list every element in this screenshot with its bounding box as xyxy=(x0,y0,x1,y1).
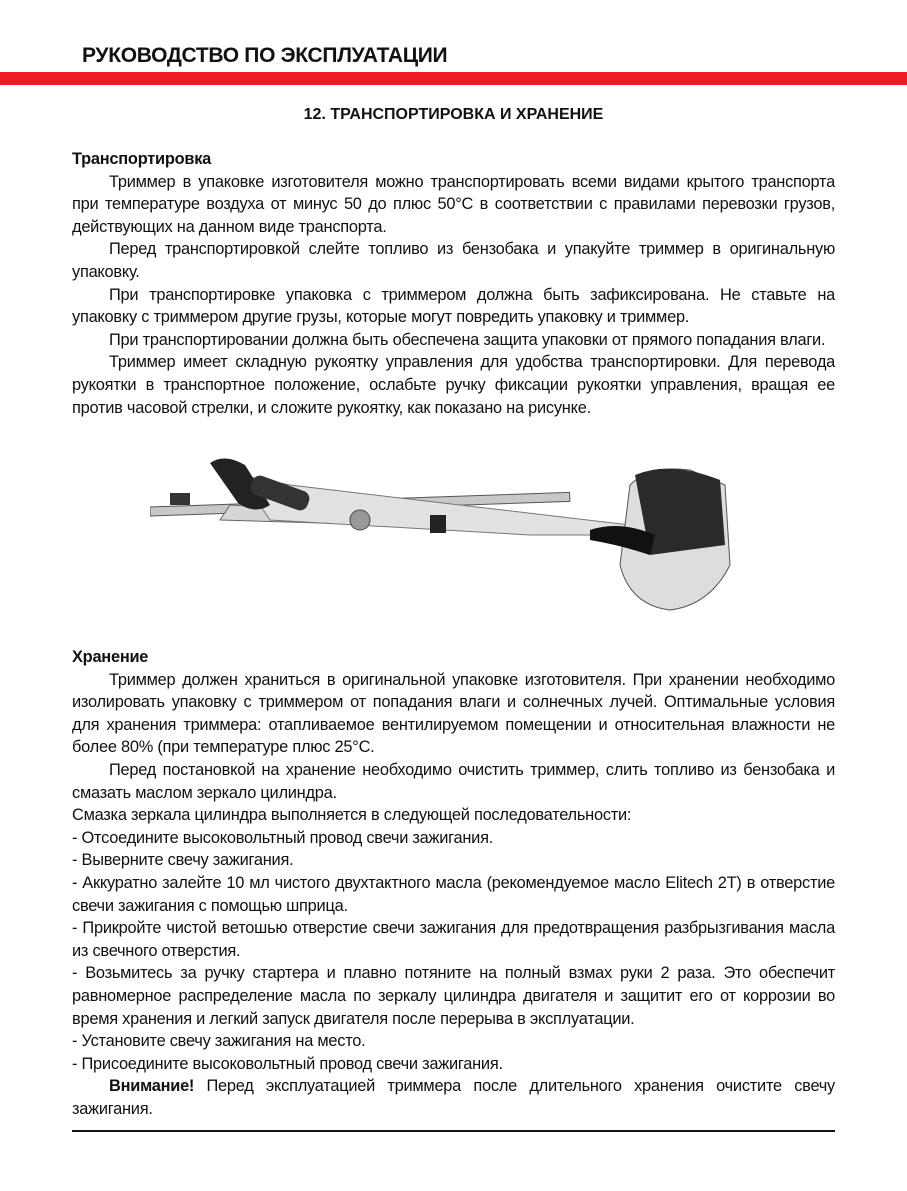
step-item: - Возьмитесь за ручку стартера и плавно потяните на полный взмах руки 2 раза. Это обеспечит равномерное распределение масла по зеркалу цилиндра двигателя и защитит его от коррозии во время хранения и легкий запуск двигателя после перерыва в эксплуатации. xyxy=(72,964,835,1028)
trimmer-folded-illustration xyxy=(150,445,750,625)
paragraph: Перед транспортировкой слейте топливо из бензобака и упакуйте триммер в оригинальную упаковку. xyxy=(72,240,835,281)
steps-intro: Смазка зеркала цилиндра выполняется в следующей последовательности: xyxy=(72,806,632,825)
warning-text: Перед эксплуатацией триммера после длительного хранения очистите свечу зажигания. xyxy=(72,1077,835,1118)
step-item: - Установите свечу зажигания на место. xyxy=(72,1032,366,1051)
paragraph: Перед постановкой на хранение необходимо очистить триммер, слить топливо из бензобака и смазать маслом зеркало цилиндра. xyxy=(72,760,835,802)
step-item: - Присоедините высоковольтный провод свечи зажигания. xyxy=(72,1054,503,1073)
warning-label: Внимание! xyxy=(109,1077,195,1096)
step-item: - Аккуратно залейте 10 мл чистого двухтактного масла (рекомендуемое масло Elitech 2T) в отверстие свечи зажигания с помощью шприца. xyxy=(72,873,835,915)
page-header-title: РУКОВОДСТВО ПО ЭКСПЛУАТАЦИИ xyxy=(82,44,448,67)
transport-section xyxy=(72,148,835,419)
storage-heading: Хранение xyxy=(72,648,149,666)
paragraph: Триммер должен храниться в оригинальной упаковке изготовителя. При хранении необходимо изолировать упаковку с триммером от попадания влаги и солнечных лучей. Оптимальные условия для хранения триммера: отапливаемое вентилируемом помещении и относительная влажности не более 80% (при температуре плюс 25°С. xyxy=(72,670,835,757)
paragraph: При транспортировке упаковка с триммером должна быть зафиксирована. Не ставьте на упаковку с триммером другие грузы, которые могут повредить упаковку и триммер. xyxy=(72,285,835,327)
warning-paragraph xyxy=(72,1075,835,1120)
paragraph: Триммер имеет складную рукоятку управления для удобства транспортировки. Для перевода рукоятки в транспортное положение, ослабьте ручку фиксации рукоятки управления, вращая ее против часовой стрелки, и сложите рукоятку, как показано на рисунке. xyxy=(72,353,835,417)
section-title: 12. ТРАНСПОРТИРОВКА И ХРАНЕНИЕ xyxy=(303,106,604,123)
storage-section xyxy=(72,646,835,1120)
paragraph: Триммер в упаковке изготовителя можно транспортировать всеми видами крытого транспорта при температуре воздуха от минус 50 до плюс 50°С в соответствии с правилами перевозки грузов, действующих на данном виде транспорта. xyxy=(72,172,835,236)
paragraph: При транспортировании должна быть обеспечена защита упаковки от прямого попадания влаги. xyxy=(109,330,826,349)
footer-rule xyxy=(72,1130,835,1132)
step-item: - Прикройте чистой ветошью отверстие свечи зажигания для предотвращения разбрызгивания масла из свечного отверстия. xyxy=(72,919,835,960)
transport-heading: Транспортировка xyxy=(72,150,212,168)
step-item: - Выверните свечу зажигания. xyxy=(72,851,294,870)
step-item: - Отсоедините высоковольтный провод свечи зажигания. xyxy=(72,828,494,847)
header-red-bar xyxy=(0,72,907,85)
